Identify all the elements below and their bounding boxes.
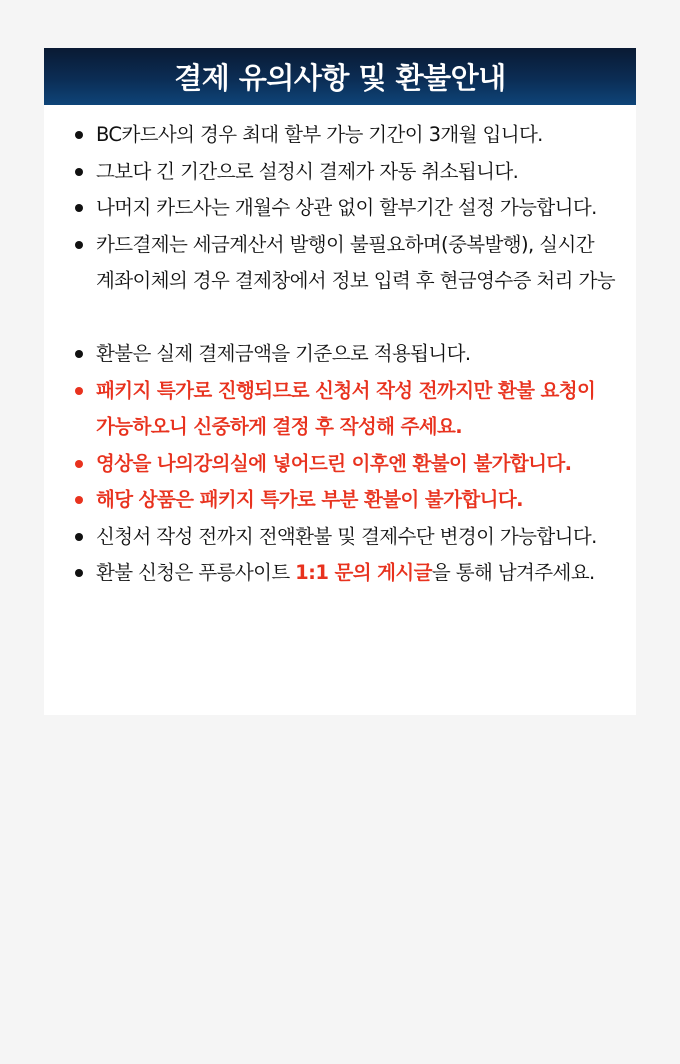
list-item-text-before: 환불 신청은 푸릉사이트: [96, 561, 296, 584]
list-item-no-refund-after-upload: [44, 446, 636, 483]
list-item-text: 환불은 실제 결제금액을 기준으로 적용됩니다.: [96, 342, 471, 365]
bullet-icon: [75, 460, 83, 468]
list-item-tax-invoice: [44, 227, 636, 300]
list-item-text: 해당 상품은 패키지 특가로 부분 환불이 불가합니다.: [96, 488, 523, 511]
bullet-icon: [75, 168, 83, 176]
list-item-refund-basis: [44, 336, 636, 373]
notice-title: 결제 유의사항 및 환불안내: [174, 61, 506, 95]
list-item-auto-cancel: [44, 154, 636, 191]
bullet-icon: [75, 241, 83, 249]
inquiry-board-link-text: 1:1 문의 게시글: [295, 561, 432, 584]
list-item-text: 그보다 긴 기간으로 설정시 결제가 자동 취소됩니다.: [96, 159, 519, 183]
bullet-icon: [75, 533, 83, 541]
list-item-text: 영상을 나의강의실에 넣어드린 이후엔 환불이 불가합니다.: [96, 451, 572, 475]
section-spacer: [44, 300, 636, 337]
list-item-package-refund-warning: [44, 373, 636, 446]
list-item-text: 나머지 카드사는 개월수 상관 없이 할부기간 설정 가능합니다.: [96, 196, 597, 219]
bullet-icon: [75, 350, 83, 358]
list-item-text-after: 을 통해 남겨주세요.: [431, 561, 595, 584]
list-item-installment-limit: [44, 117, 636, 154]
list-item-text: 카드결제는 세금계산서 발행이 불필요하며(중복발행), 실시간 계좌이체의 경우 결제창에서 정보 입력 후 현금영수증 처리 가능: [96, 232, 615, 292]
list-item-refund-request: [44, 555, 636, 592]
list-item-full-refund: [44, 519, 636, 556]
bullet-icon: [75, 387, 83, 395]
bullet-icon: [75, 496, 83, 504]
bullet-icon: [75, 131, 83, 139]
list-item-text: 신청서 작성 전까지 전액환불 및 결제수단 변경이 가능합니다.: [96, 524, 597, 548]
list-item-text: 패키지 특가로 진행되므로 신청서 작성 전까지만 환불 요청이 가능하오니 신중하게 결정 후 작성해 주세요.: [96, 378, 596, 438]
notice-list: [44, 105, 636, 592]
list-item-no-partial-refund: [44, 482, 636, 519]
notice-card: [44, 48, 636, 715]
notice-header: [44, 48, 636, 105]
list-item-other-cards: [44, 190, 636, 227]
bullet-icon: [75, 204, 83, 212]
list-item-text: BC카드사의 경우 최대 할부 가능 기간이 3개월 입니다.: [96, 123, 543, 146]
bullet-icon: [75, 569, 83, 577]
